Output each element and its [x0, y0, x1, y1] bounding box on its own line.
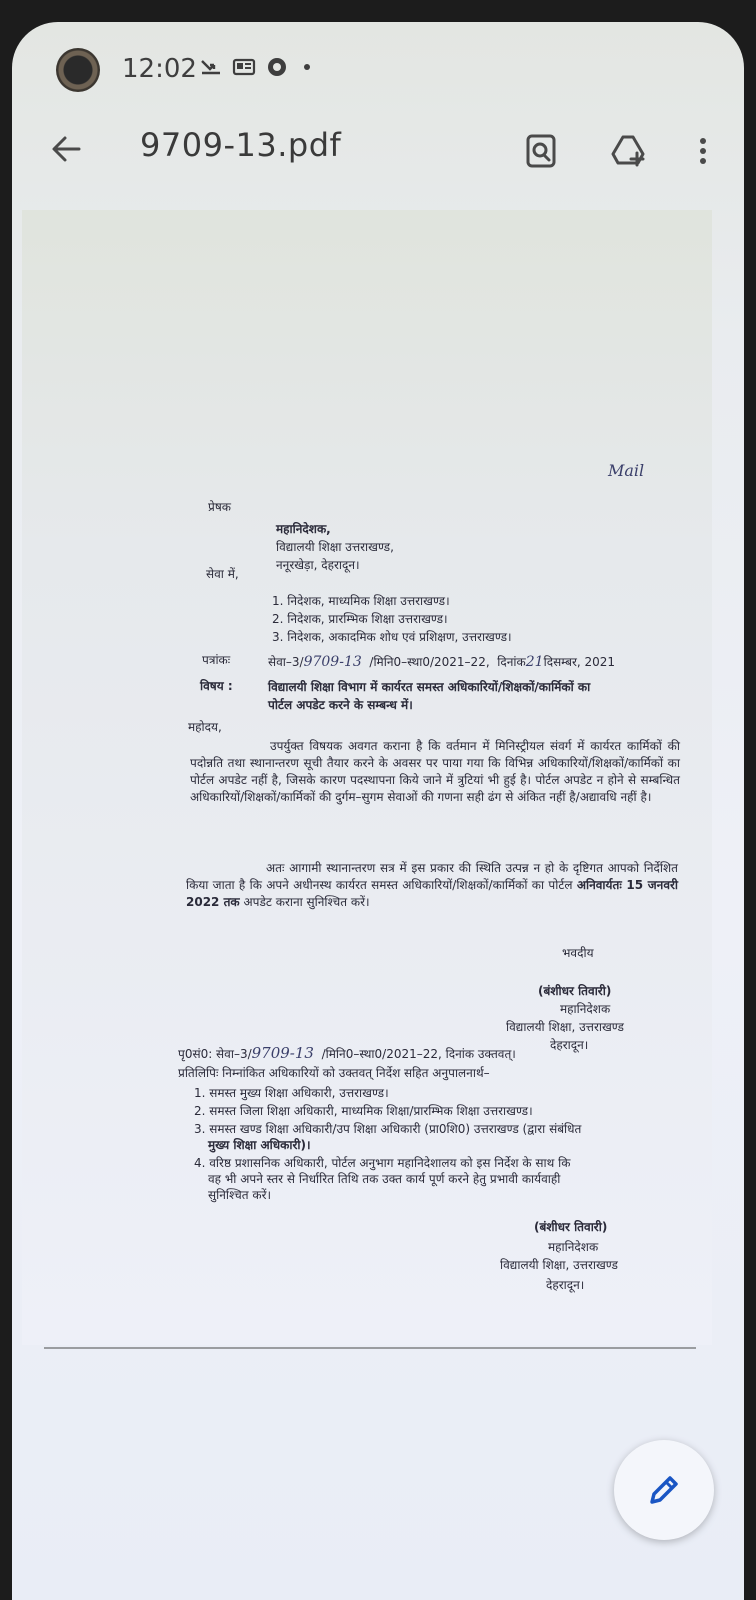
signature2-title: महानिदेशक: [548, 1240, 599, 1254]
add-to-drive-icon: [609, 133, 649, 169]
status-time: 12:02: [122, 54, 197, 84]
missed-call-icon: [200, 57, 222, 77]
edit-fab-button[interactable]: [614, 1440, 714, 1540]
subject-line-1: विद्यालयी शिक्षा विभाग में कार्यरत समस्त अधिकारियों/शिक्षकों/कार्मिकों का: [268, 680, 591, 694]
chrome-icon: [266, 56, 288, 78]
copy-item-4-cont: वह भी अपने स्तर से निर्धारित तिथि तक उक्त कार्य पूर्ण करने हेतु प्रभावी कार्यवाही: [208, 1172, 561, 1186]
recipient-3: 3. निदेशक, अकादमिक शोध एवं प्रशिक्षण, उत्तराखण्ड।: [272, 630, 512, 644]
sender-line-1: महानिदेशक,: [276, 522, 331, 536]
ref-line: [268, 655, 615, 669]
copy-item-1: 1. समस्त मुख्य शिक्षा अधिकारी, उत्तराखण्ड।: [194, 1086, 389, 1100]
signature-dept: विद्यालयी शिक्षा, उत्तराखण्ड: [506, 1020, 624, 1034]
subject-label: विषय :: [200, 679, 233, 693]
file-title: 9709-13.pdf: [140, 126, 342, 164]
ref-label: पत्रांकः: [202, 653, 231, 667]
signature2-name: (बंशीधर तिवारी): [534, 1220, 608, 1234]
signature2-place: देहरादून।: [546, 1278, 585, 1292]
ref-suffix: /मिनि0–स्था0/2021–22,: [369, 655, 490, 669]
status-icons: [200, 56, 310, 78]
copy-item-3-cont: मुख्य शिक्षा अधिकारी)।: [208, 1138, 311, 1152]
copy-ref-text: पृ0सं0: सेवा–3/: [178, 1047, 252, 1061]
news-icon: [232, 57, 256, 77]
sender-label: प्रेषक: [208, 500, 231, 514]
margin-note: Mail: [608, 461, 645, 480]
date-label: दिनांक: [497, 655, 526, 669]
paragraph-2-pre: अतः आगामी स्थानान्तरण सत्र में इस प्रकार की स्थिति उत्पन्न न हो के दृष्टिगत आपको निर्देशित किया जाता है कि अपने अधीनस्थ कार्यरत समस्त अधिकारियों/शिक्षकों/कार्मिकों का पोर्टल: [186, 861, 678, 892]
edit-pencil-icon: [646, 1472, 682, 1508]
to-label: सेवा में,: [206, 567, 239, 581]
copy-item-3: 3. समस्त खण्ड शिक्षा अधिकारी/उप शिक्षा अधिकारी (प्रा0शि0) उत्तराखण्ड (द्वारा संबंधित: [194, 1122, 582, 1136]
front-camera: [56, 48, 100, 92]
copy-item-4-end: सुनिश्चित करें।: [208, 1188, 272, 1202]
signature2-dept: विद्यालयी शिक्षा, उत्तराखण्ड: [500, 1258, 618, 1272]
ref-number: 9709-13: [303, 654, 362, 670]
salutation: महोदय,: [188, 720, 222, 734]
signature-name: (बंशीधर तिवारी): [538, 984, 612, 998]
date-handwritten: 21: [525, 654, 544, 670]
copy-item-2: 2. समस्त जिला शिक्षा अधिकारी, माध्यमिक शिक्षा/प्रारम्भिक शिक्षा उत्तराखण्ड।: [194, 1104, 533, 1118]
closing: भवदीय: [562, 946, 594, 960]
more-vert-icon: [698, 136, 708, 166]
arrow-back-icon: [49, 132, 83, 166]
paragraph-2-post: अपडेट कराना सुनिश्चित करें।: [243, 895, 370, 909]
recipient-2: 2. निदेशक, प्रारम्भिक शिक्षा उत्तराखण्ड।: [272, 612, 448, 626]
more-options-button[interactable]: [680, 128, 726, 174]
copy-item-4: 4. वरिष्ठ प्रशासनिक अधिकारी, पोर्टल अनुभाग महानिदेशालय को इस निर्देश के साथ कि: [194, 1156, 571, 1170]
pdf-page[interactable]: [22, 210, 712, 1345]
paragraph-2-deadline: अनिवार्यतः 15 जनवरी 2022 तक: [186, 878, 679, 909]
recipient-1: 1. निदेशक, माध्यमिक शिक्षा उत्तराखण्ड।: [272, 594, 450, 608]
date-suffix: दिसम्बर, 2021: [543, 655, 616, 669]
phone-screen: [12, 22, 744, 1600]
search-in-document-button[interactable]: [518, 128, 564, 174]
page-divider: [44, 1347, 696, 1349]
subject-line-2: पोर्टल अपडेट करने के सम्बन्ध में।: [268, 698, 413, 712]
sender-line-3: ननूरखेड़ा, देहरादून।: [276, 558, 360, 572]
copy-intro: प्रतिलिपिः निम्नांकित अधिकारियों को उक्तवत् निर्देश सहित अनुपालनार्थ–: [178, 1066, 490, 1080]
copy-ref-number: 9709-13: [251, 1044, 314, 1062]
sender-line-2: विद्यालयी शिक्षा उत्तराखण्ड,: [276, 540, 394, 554]
notification-dot: [304, 64, 310, 70]
paragraph-1: उपर्युक्त विषयक अवगत कराना है कि वर्तमान में मिनिस्ट्रीयल संवर्ग में कार्यरत कार्मिकों की पदोन्नति तथा स्थानान्तरण सूची तैयार करने के अवसर पर पाया गया कि विभिन्न अधिकारियों/शिक्षकों/कार्मिकों का पोर्टल अपडेट नहीं है, जिसके कारण पदस्थापना किये जाने में त्रुटियां भी हुई है। पोर्टल अपडेट न होने से सम्बन्धित अधिकारियों/शिक्षकों/कार्मिकों की दुर्गम–सुगम सेवाओं की गणना सही ढंग से अंकित नहीं है/अद्यावधि नहीं है।: [190, 739, 680, 804]
search-in-document-icon: [525, 133, 557, 169]
copy-ref-suffix: /मिनि0–स्था0/2021–22, दिनांक उक्तवत्।: [321, 1047, 516, 1061]
ref-text: सेवा–3/: [268, 655, 304, 669]
add-to-drive-button[interactable]: [606, 128, 652, 174]
signature-place: देहरादून।: [550, 1038, 589, 1052]
back-button[interactable]: [46, 132, 86, 172]
paragraph-2: [186, 860, 678, 911]
copy-ref-line: [178, 1046, 516, 1061]
signature-title: महानिदेशक: [560, 1002, 611, 1016]
